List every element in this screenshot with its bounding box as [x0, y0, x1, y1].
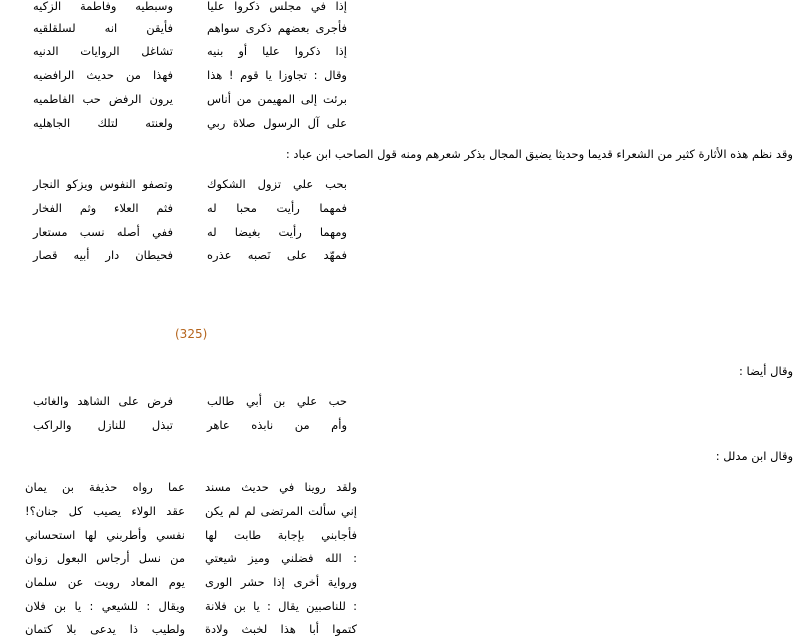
poem1-verse-first: على آل الرسول صلاة ربي [207, 116, 347, 130]
poem4-verse-first: : الله فضلني وميز شيعتي [205, 551, 357, 565]
poem1-verse-first: إذا ذكروا عليا أو بنيه [207, 44, 347, 58]
poem1-verse-second: يرون الرفض حب الفاطميه [33, 92, 173, 106]
poem1-verse-second: وسبطيه وفاطمة الزكيه [33, 0, 173, 13]
poem4-verse-first: ولقد روينا في حديث مسند [205, 480, 357, 494]
prose-paragraph-1: وقد نظم هذه الأثارة كثير من الشعراء قديما وحديثا يضيق المجال بذكر شعرهم ومنه قول الصاحب ابن عباد : [285, 147, 793, 161]
poem2-verse-first: ومهما رأيت بغيضا له [207, 225, 347, 239]
poem1-verse-second: فأيقن انه لسلقلقيه [33, 21, 173, 35]
poem1-verse-second: فهذا من حديث الرافضيه [33, 68, 173, 82]
poem4-verse-first: : للناصبين يقال : يا بن فلانة [205, 599, 357, 613]
poem4-verse-second: عما رواه حذيفة بن يمان [25, 480, 185, 494]
poem2-verse-second: ففي أصله نسب مستعار [33, 225, 173, 239]
poem2-verse-first: فمهّد على نَصبه عذره [207, 248, 347, 262]
poem1-verse-second: تشاغل الروايات الدنيه [33, 44, 173, 58]
poem3-verse-first: وأم من نابذه عاهر [207, 418, 347, 432]
poem3-verse-first: حب علي بن أبي طالب [207, 394, 347, 408]
poem2-verse-first: بحب علي تزول الشكوك [207, 177, 347, 191]
page-number: (325) [175, 327, 208, 341]
prose-paragraph-3: وقال ابن مدلل : [715, 449, 793, 463]
poem3-verse-second: فرض على الشاهد والغائب [33, 394, 173, 408]
poem2-verse-second: فثم العلاء وثم الفخار [33, 201, 173, 215]
prose-paragraph-2: وقال أيضا : [739, 364, 793, 378]
poem4-verse-second: يوم المعاد رويت عن سلمان [25, 575, 185, 589]
poem1-verse-first: إذا في مجلس ذكروا عليا [207, 0, 347, 13]
poem4-verse-second: ولطيب ذا يدعى بلا كتمان [25, 622, 185, 636]
poem2-verse-first: فمهما رأيت محبا له [207, 201, 347, 215]
poem1-verse-second: ولعنته لتلك الجاهليه [33, 116, 173, 130]
poem3-verse-second: تبذل للنازل والراكب [33, 418, 173, 432]
poem4-verse-second: عقد الولاء يصيب كل جنان؟! [25, 504, 185, 518]
poem2-verse-second: وتصفو النفوس ويزكو النجار [33, 177, 173, 191]
poem1-verse-first: برئت إلى المهيمن من أناس [207, 92, 347, 106]
poem1-verse-first: وقال : تجاوزا يا قوم ! هذا [207, 68, 347, 82]
poem4-verse-first: إني سألت المرتضى لم لم يكن [205, 504, 357, 518]
poem1-verse-first: فأجرى بعضهم ذكرى سواهم [207, 21, 347, 35]
poem2-verse-second: فحيطان دار أبيه قصار [33, 248, 173, 262]
poem4-verse-second: من نسل أرجاس البعول زوان [25, 551, 185, 565]
poem4-verse-first: كتموا أبا هذا لخبث ولادة [205, 622, 357, 636]
poem4-verse-second: نفسي وأطربني لها استحساني [25, 528, 185, 542]
poem4-verse-first: ورواية أخرى إذا حشر الورى [205, 575, 357, 589]
poem4-verse-first: فأجابني بإجابة طابت لها [205, 528, 357, 542]
poem4-verse-second: ويقال : للشيعي : يا بن فلان [25, 599, 185, 613]
